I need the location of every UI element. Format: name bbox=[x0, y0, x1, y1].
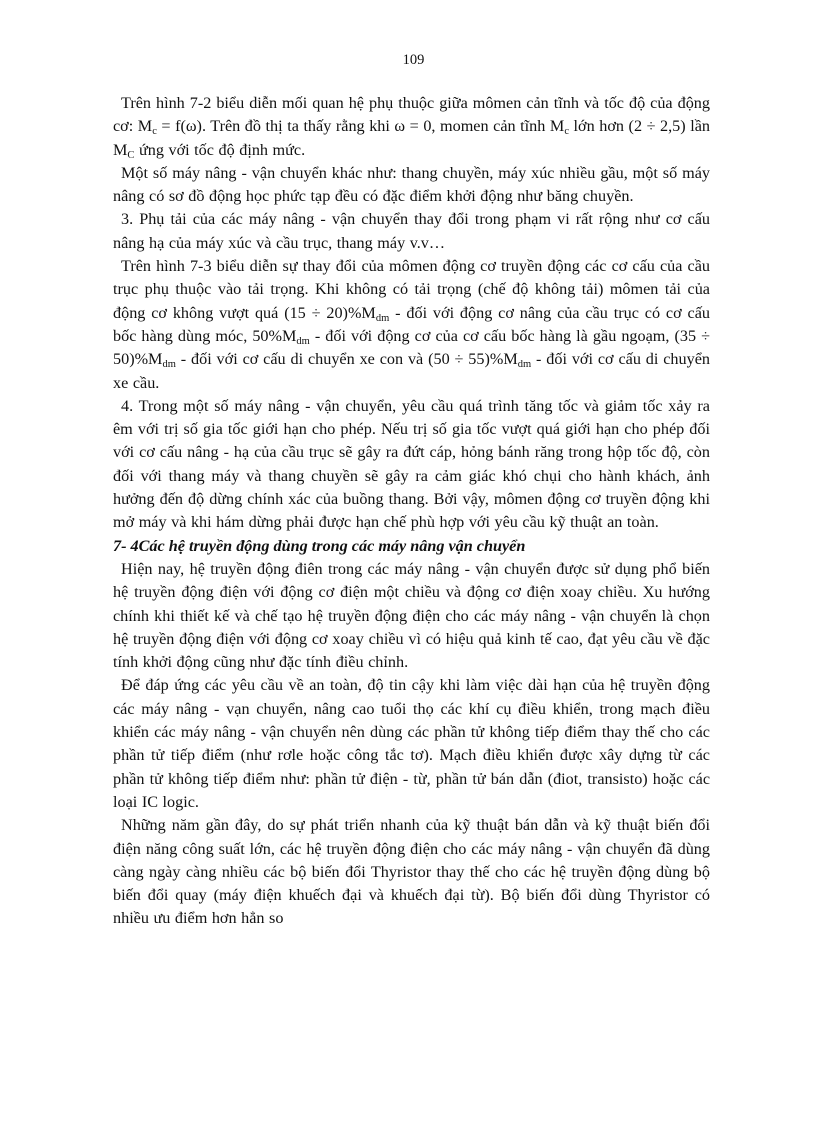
paragraph-item-4: 4. Trong một số máy nâng - vận chuyển, yêu cầu quá trình tăng tốc và giảm tốc xảy ra êm với trị số gia tốc giới hạn cho phép. Nếu trị số gia tốc vượt quá giới hạn cho phép đối với cơ cấu nâng - hạ của cầu trục sẽ gây ra đứt cáp, hỏng bánh răng trong hộp tốc độ, còn đối với thang máy và thang chuyền sẽ gây ra cảm giác khó chụi cho hành khách, ảnh hưởng đến độ dừng chính xác của buồng thang. Bởi vậy, mômen động cơ truyền động khi mở máy và khi hám dừng phải được hạn chế phù hợp với yêu cầu kỹ thuật an toàn. bbox=[113, 396, 710, 532]
section-paragraph-1: Hiện nay, hệ truyền động điên trong các máy nâng - vận chuyển được sử dụng phổ biến hệ truyền động điện với động cơ điện một chiều và động cơ điện xoay chiều. Xu hướng chính khi thiết kế và chế tạo hệ truyền động điện cho các máy nâng - vận chuyển là chọn hệ truyền động điện với động cơ xoay chiều vì có hiệu quả kinh tế cao, đạt yêu cầu về đặc tính khởi động cũng như đặc tính điều chỉnh. bbox=[113, 559, 710, 672]
section-title: 7- 4Các hệ truyền động dùng trong các máy nâng vận chuyển bbox=[113, 536, 526, 555]
document-page bbox=[113, 52, 710, 931]
paragraph-other-machines: Một số máy nâng - vận chuyển khác như: thang chuyền, máy xúc nhiều gầu, một số máy nâng có sơ đồ động học phức tạp đều có đặc điểm khởi động như băng chuyền. bbox=[113, 163, 710, 206]
paragraph-item-3: 3. Phụ tải của các máy nâng - vận chuyển thay đổi trong phạm vi rất rộng như cơ cấu nâng hạ của máy xúc và cầu trục, thang máy v.v… bbox=[113, 210, 710, 252]
page-number: 109 bbox=[402, 52, 425, 68]
section-paragraph-2: Để đáp ứng các yêu cầu về an toàn, độ tin cậy khi làm việc dài hạn của hệ truyền động các máy nâng - vạn chuyển, nâng cao tuổi thọ các khí cụ điều khiển, trong mạch điều khiển các máy nâng - vận chuyển nên dùng các phần tử không tiếp điểm thay thế cho các phần tử tiếp điểm (như rơle hoặc công tắc tơ). Mạch điều khiển được xây dựng từ các phần tử không tiếp điểm như: phần tử điện - từ, phần tử bán dẫn (điot, transisto) hoặc các loại IC logic. bbox=[113, 676, 710, 811]
paragraph-moment-speed: Trên hình 7-2 biểu diễn mối quan hệ phụ thuộc giữa mômen cản tĩnh và tốc độ của động cơ: $M_c = f(\omega)$. Trên đồ thị ta thấy rằng khi ω = 0, momen cản tĩnh $M_c$ lớn hơn (2 ÷ 2,5) lần $M_C$ ứng với tốc độ định mức. bbox=[113, 94, 711, 161]
section-paragraph-3: Những năm gần đây, do sự phát triển nhanh của kỹ thuật bán dẫn và kỹ thuật biến đổi điện năng công suất lớn, các hệ truyền động điện cho các máy nâng - vận chuyển đã dùng càng ngày càng nhiều các bộ biến đổi Thyristor thay thế cho các hệ truyền động dùng bộ biến đổi quay (máy điện khuếch đại và khuếch đại từ). Bộ biến đổi dùng Thyristor có nhiều ưu điểm hơn hẳn so bbox=[113, 816, 710, 928]
paragraph-load-torque: Trên hình 7-3 biểu diễn sự thay đổi của mômen động cơ truyền động các cơ cấu của cầu trục phụ thuộc vào tải trọng. Khi không có tải trọng (chế độ không tải) mômen tải của động cơ không vượt quá $(15 \div 20)\%M_{dm}$ - đối với động cơ nâng của cầu trục có cơ cấu bốc hàng dùng móc, $50\%M_{dm}$ - đối với động cơ của cơ cấu bốc hàng là gầu ngoạm, $(35 \div 50)\%M_{dm}$ - đối với cơ cấu di chuyển xe con và $(50 \div 55)\%M_{dm}$ - đối với cơ cấu di chuyển xe cầu. bbox=[113, 257, 710, 392]
